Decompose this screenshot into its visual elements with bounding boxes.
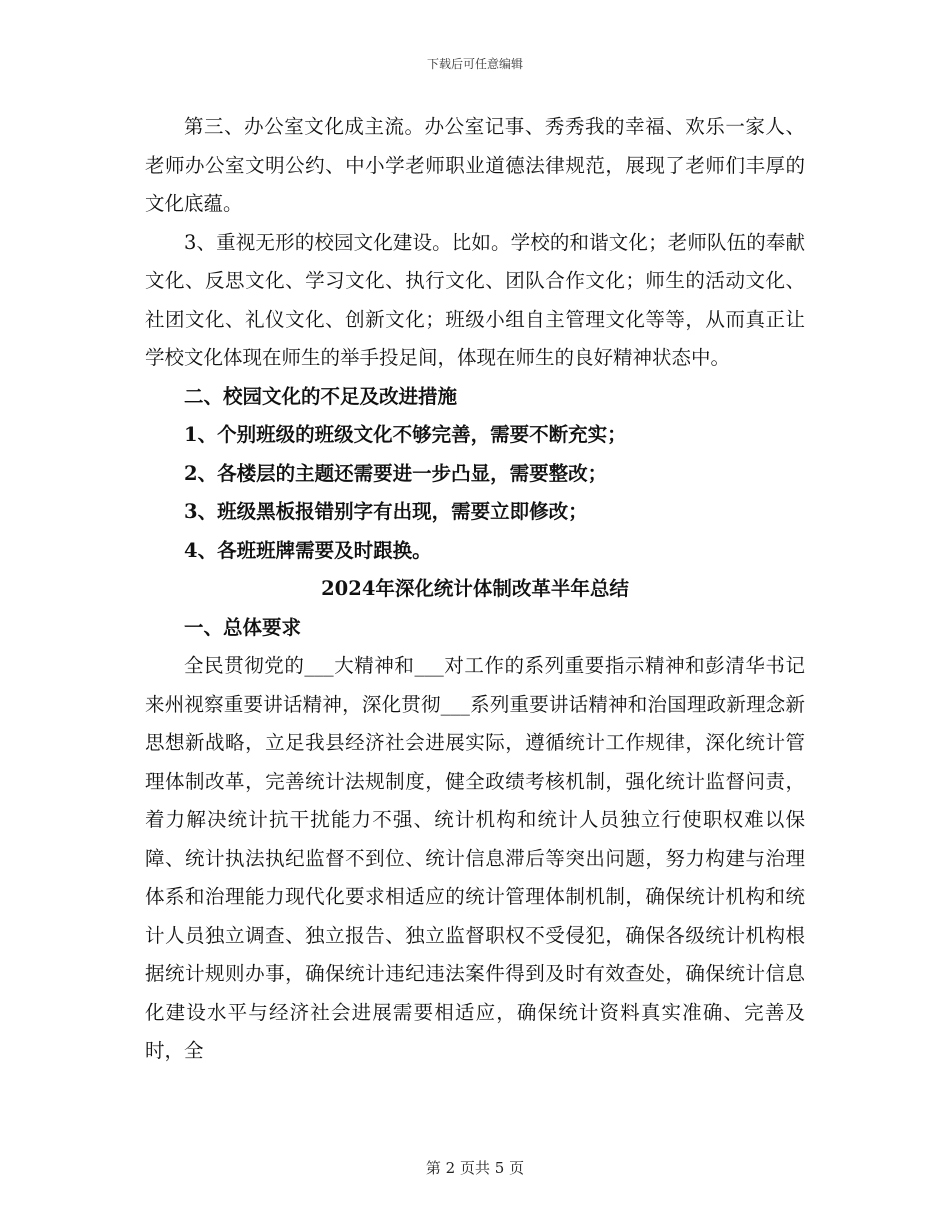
document-title: 2024年深化统计体制改革半年总结 — [321, 577, 629, 600]
page-number: 第 2 页共 5 页 — [425, 1159, 525, 1177]
page-header-note: 下载后可任意编辑 — [426, 57, 523, 71]
list-item: 3、班级黑板报错别字有出现，需要立即修改； — [184, 500, 588, 523]
list-item: 2、各楼层的主题还需要进一步凸显，需要整改； — [184, 461, 608, 485]
list-item: 4、各班班牌需要及时跟换。 — [184, 538, 432, 562]
list-item: 1、个别班级的班级文化不够完善，需要不断充实； — [184, 423, 627, 446]
document-body — [145, 108, 805, 1071]
section-heading-general-requirements: 一、总体要求 — [184, 615, 302, 639]
paragraph-invisible-culture: 3、重视无形的校园文化建设。比如。学校的和谐文化；老师队伍的奉献文化、反思文化、学习文化、执行文化、团队合作文化；师生的活动文化、社团文化、礼仪文化、创新文化；班级小组自主管理文化等等，从而真正让学校文化体现在师生的举手投足间，体现在师生的良好精神状态中。 — [145, 230, 805, 369]
section-heading-shortcomings: 二、校园文化的不足及改进措施 — [184, 384, 458, 408]
paragraph-office-culture: 第三、办公室文化成主流。办公室记事、秀秀我的幸福、欢乐一家人、老师办公室文明公约、中小学老师职业道德法律规范，展现了老师们丰厚的文化底蕴。 — [145, 115, 805, 215]
paragraph-general-requirements: 全民贯彻党的___大精神和___对工作的系列重要指示精神和彭清华书记来州视察重要讲话精神，深化贯彻___系列重要讲话精神和治国理政新理念新思想新战略，立足我县经济社会进展实际，遵循统计工作规律，深化统计管理体制改革，完善统计法规制度，健全政绩考核机制，强化统计监督问责，着力解决统计抗干扰能力不强、统计机构和统计人员独立行使职权难以保障、统计执法执纪监督不到位、统计信息滞后等突出问题，努力构建与治理体系和治理能力现代化要求相适应的统计管理体制机制，确保统计机构和统计人员独立调查、独立报告、独立监督职权不受侵犯，确保各级统计机构根据统计规则办事，确保统计违纪违法案件得到及时有效查处，确保统计信息化建设水平与经济社会进展需要相适应，确保统计资料真实准确、完善及时，全 — [145, 654, 805, 1062]
